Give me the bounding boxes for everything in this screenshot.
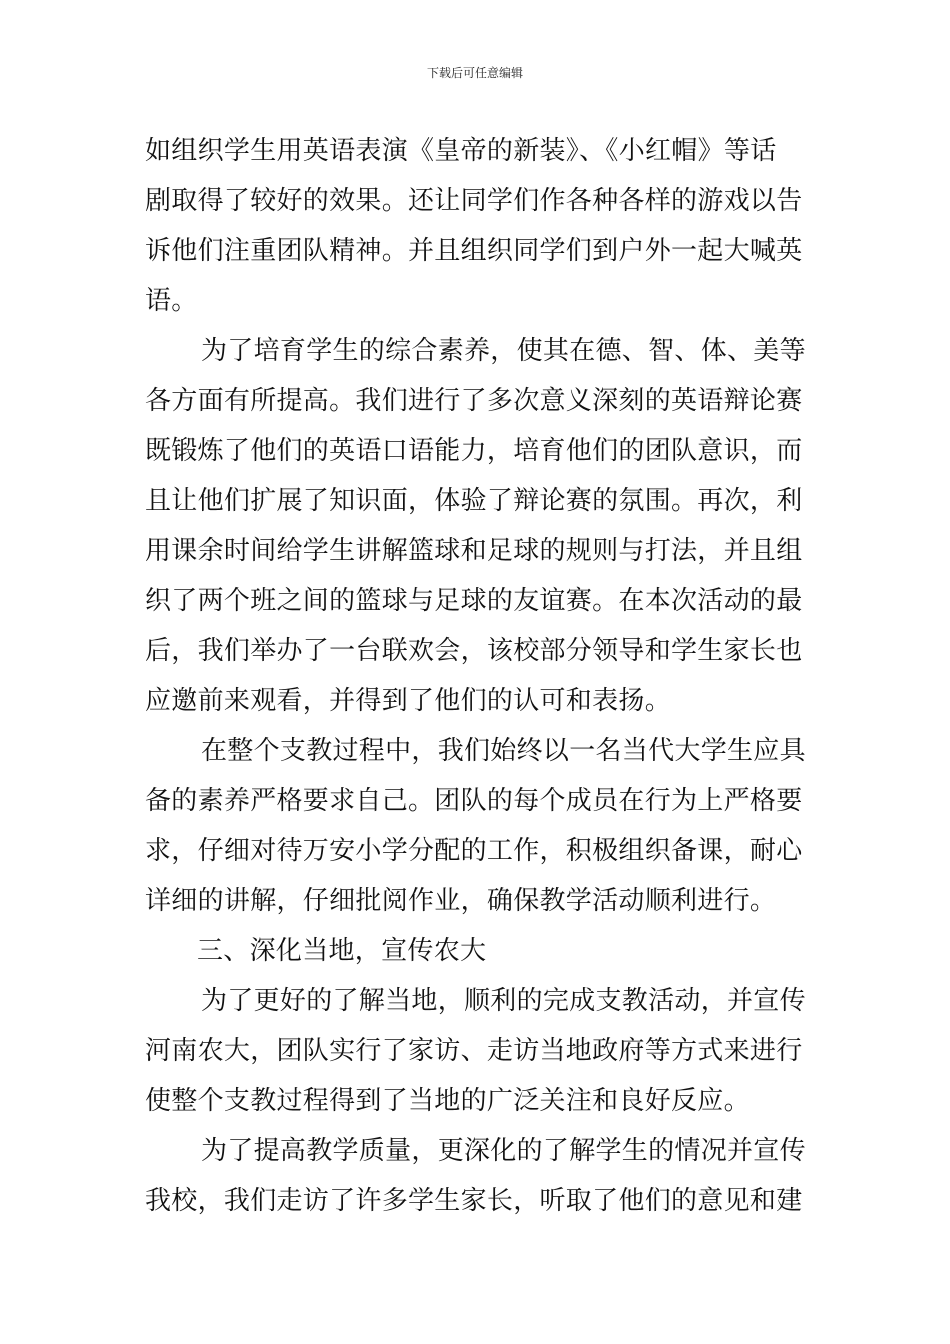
text-line: 各方面有所提高。我们进行了多次意义深刻的英语辩论赛	[145, 386, 803, 416]
text-line: 如组织学生用英语表演《皇帝的新装》、《小红帽》等话	[145, 136, 777, 166]
paragraph-first-line: 在整个支教过程中，我们始终以一名当代大学生应具	[201, 736, 806, 766]
text-line: 用课余时间给学生讲解篮球和足球的规则与打法，并且组	[145, 536, 803, 566]
text-line: 且让他们扩展了知识面，体验了辩论赛的氛围。再次，利	[145, 486, 803, 516]
paragraph-first-line: 为了培育学生的综合素养，使其在德、智、体、美等	[201, 336, 806, 366]
text-line: 既锻炼了他们的英语口语能力，培育他们的团队意识，而	[145, 436, 803, 466]
text-line: 诉他们注重团队精神。并且组织同学们到户外一起大喊英	[145, 236, 803, 266]
paragraph-first-line: 为了更好的了解当地，顺利的完成支教活动，并宣传	[201, 986, 806, 1016]
paragraph-first-line: 为了提高教学质量，更深化的了解学生的情况并宣传	[201, 1136, 806, 1166]
text-line: 后，我们举办了一台联欢会，该校部分领导和学生家长也	[145, 636, 803, 666]
text-line: 织了两个班之间的篮球与足球的友谊赛。在本次活动的最	[145, 586, 803, 616]
page-header: 下载后可任意编辑	[426, 66, 523, 80]
text-line: 剧取得了较好的效果。还让同学们作各种各样的游戏以告	[145, 186, 803, 216]
text-line: 我校，我们走访了许多学生家长，听取了他们的意见和建	[145, 1186, 803, 1216]
section-heading: 三、深化当地，宣传农大	[197, 936, 487, 966]
text-line: 应邀前来观看，并得到了他们的认可和表扬。	[145, 686, 672, 716]
text-line: 求，仔细对待万安小学分配的工作，积极组织备课，耐心	[145, 836, 803, 866]
text-line: 语。	[145, 286, 198, 316]
text-line: 备的素养严格要求自己。团队的每个成员在行为上严格要	[145, 786, 803, 816]
text-line: 使整个支教过程得到了当地的广泛关注和良好反应。	[145, 1086, 750, 1116]
text-line: 详细的讲解，仔细批阅作业，确保教学活动顺利进行。	[145, 886, 777, 916]
text-line: 河南农大，团队实行了家访、走访当地政府等方式来进行	[145, 1036, 803, 1066]
document-body	[145, 126, 810, 1226]
